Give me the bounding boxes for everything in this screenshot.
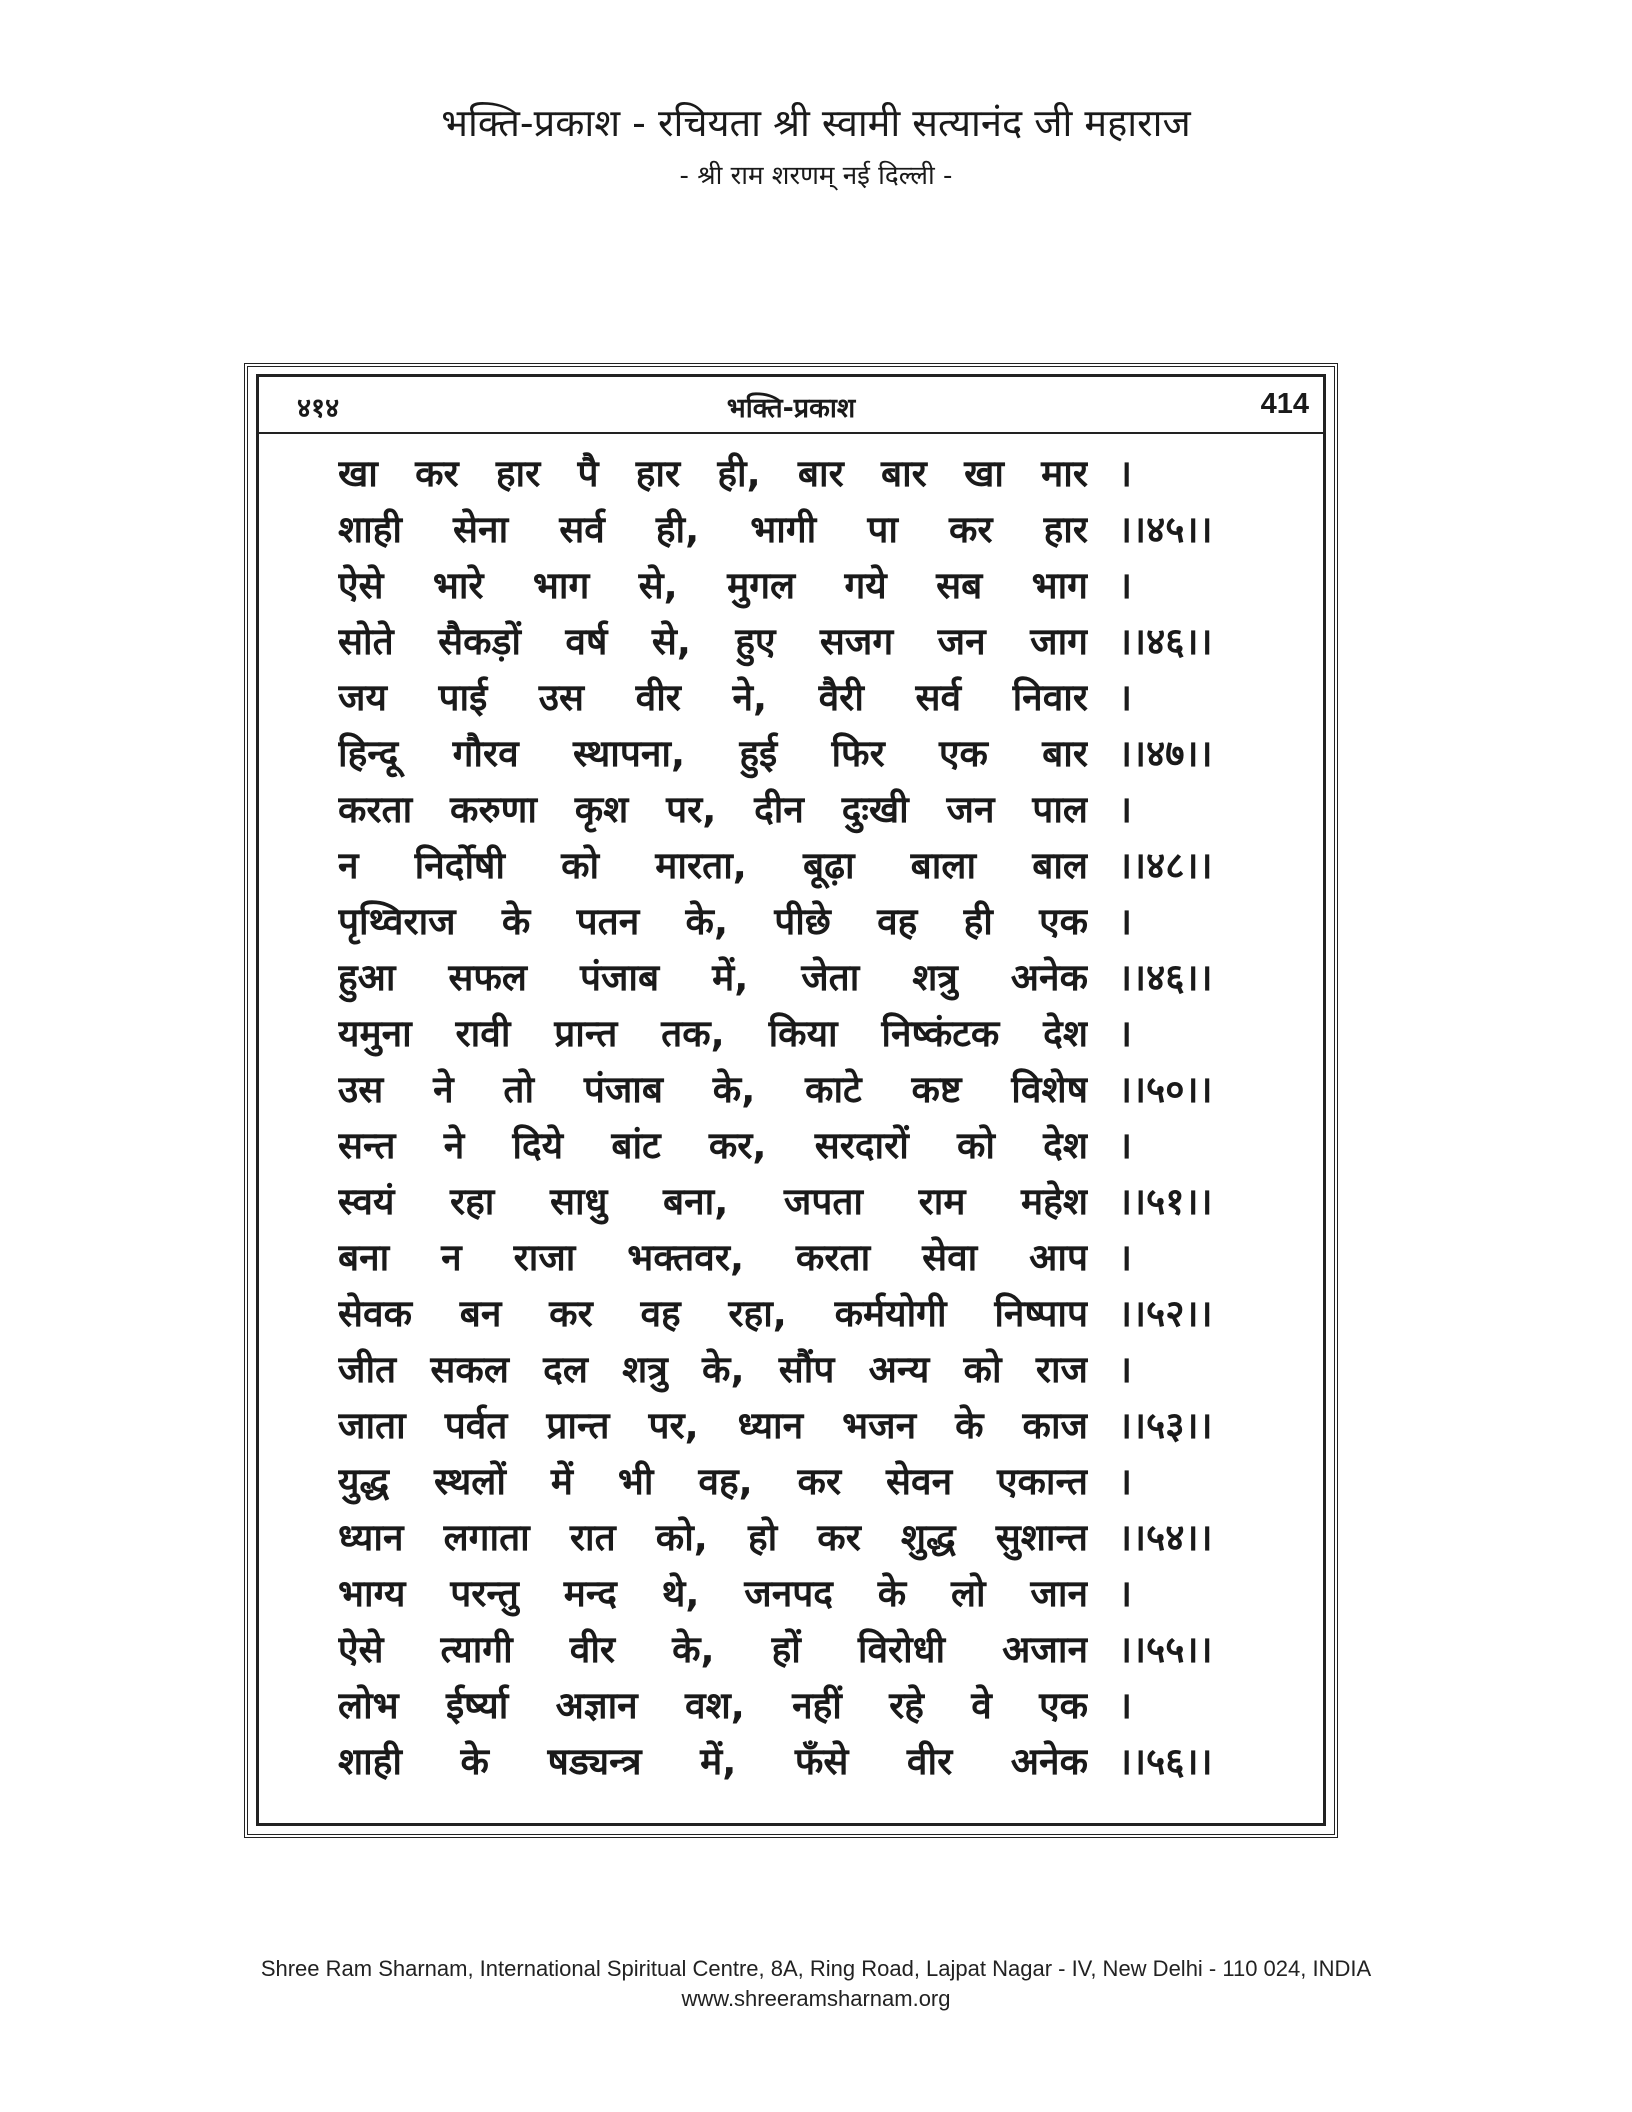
verse-text: शाही के षड्यन्त्र में, फँसे वीर अनेक — [338, 1740, 1088, 1783]
verse-mark: । — [1118, 788, 1133, 831]
verse-mark: । — [1118, 1124, 1133, 1167]
verse-text: भाग्य परन्तु मन्द थे, जनपद के लो जान — [338, 1572, 1088, 1615]
verse-mark: । — [1118, 1684, 1133, 1727]
page-number-devanagari: ४१४ — [297, 393, 340, 424]
verse-mark: ।।४७।। — [1118, 732, 1213, 775]
footer-website: www.shreeramsharnam.org — [681, 1986, 951, 2011]
verse-text: जय पाई उस वीर ने, वैरी सर्व निवार — [338, 676, 1088, 719]
verse-mark: । — [1118, 452, 1133, 495]
verse-text: ऐसे भारे भाग से, मुगल गये सब भाग — [338, 564, 1088, 607]
verse-text: सोते सैकड़ों वर्ष से, हुए सजग जन जाग — [338, 620, 1088, 663]
verse-mark: ।।५१।। — [1118, 1180, 1213, 1223]
verse-text: ध्यान लगाता रात को, हो कर शुद्ध सुशान्त — [338, 1516, 1088, 1559]
verse-mark: ।।५२।। — [1118, 1292, 1213, 1335]
verse-text: लोभ ईर्ष्या अज्ञान वश, नहीं रहे वे एक — [338, 1684, 1088, 1727]
verse-mark: । — [1118, 1348, 1133, 1391]
verse-mark: ।।५५।। — [1118, 1628, 1213, 1671]
document-subtitle: - श्री राम शरणम् नई दिल्ली - — [679, 161, 953, 191]
document-title: भक्ति-प्रकाश - रचियता श्री स्वामी सत्यानंद जी महाराज — [441, 101, 1191, 145]
verse-mark: । — [1118, 564, 1133, 607]
verse-mark: । — [1118, 676, 1133, 719]
verse-text: पृथ्विराज के पतन के, पीछे वह ही एक — [338, 900, 1088, 943]
verse-mark: ।।५३।। — [1118, 1404, 1213, 1447]
verse-text: ऐसे त्यागी वीर के, हों विरोधी अजान — [338, 1628, 1088, 1671]
verse-text: स्वयं रहा साधु बना, जपता राम महेश — [338, 1180, 1088, 1223]
verse-mark: । — [1118, 1012, 1133, 1055]
verse-text: हुआ सफल पंजाब में, जेता शत्रु अनेक — [338, 956, 1088, 999]
verse-mark: । — [1118, 900, 1133, 943]
verse-text: खा कर हार पै हार ही, बार बार खा मार — [338, 452, 1088, 495]
verse-mark: । — [1118, 1460, 1133, 1503]
footer-address: Shree Ram Sharnam, International Spiritual Centre, 8A, Ring Road, Lajpat Nagar - IV, New Delhi - 110 024, INDIA — [260, 1956, 1372, 1981]
verse-mark: ।।५४।। — [1118, 1516, 1213, 1559]
verse-mark: ।।४५।। — [1118, 508, 1213, 551]
verse-text: युद्ध स्थलों में भी वह, कर सेवन एकान्त — [338, 1460, 1088, 1503]
verse-mark: ।।५०।। — [1118, 1068, 1213, 1111]
verse-text: उस ने तो पंजाब के, काटे कष्ट विशेष — [338, 1068, 1088, 1111]
verse-text: जीत सकल दल शत्रु के, सौंप अन्य को राज — [338, 1348, 1088, 1391]
running-head — [259, 378, 1323, 434]
verse-mark: ।।५६।। — [1118, 1740, 1213, 1783]
verse-text: यमुना रावी प्रान्त तक, किया निष्कंटक देश — [338, 1012, 1088, 1055]
verse-mark: ।।४६।। — [1118, 956, 1213, 999]
verse-text: सन्त ने दिये बांट कर, सरदारों को देश — [338, 1124, 1088, 1167]
verse-mark: ।।४६।। — [1118, 620, 1213, 663]
verse-text: शाही सेना सर्व ही, भागी पा कर हार — [338, 508, 1088, 551]
verse-text: जाता पर्वत प्रान्त पर, ध्यान भजन के काज — [338, 1404, 1088, 1447]
verse-mark: । — [1118, 1236, 1133, 1279]
verse-text: हिन्दू गौरव स्थापना, हुई फिर एक बार — [338, 732, 1088, 775]
verse-text: करता करुणा कृश पर, दीन दुःखी जन पाल — [338, 788, 1088, 831]
verse-text: सेवक बन कर वह रहा, कर्मयोगी निष्पाप — [338, 1292, 1088, 1335]
verse-mark: । — [1118, 1572, 1133, 1615]
running-title: भक्ति-प्रकाश — [726, 393, 856, 424]
verse-text: बना न राजा भक्तवर, करता सेवा आप — [338, 1236, 1088, 1279]
page-number: 414 — [1260, 388, 1309, 420]
verse-text: न निर्दोषी को मारता, बूढ़ा बाला बाल — [338, 844, 1088, 887]
verse-mark: ।।४८।। — [1118, 844, 1213, 887]
